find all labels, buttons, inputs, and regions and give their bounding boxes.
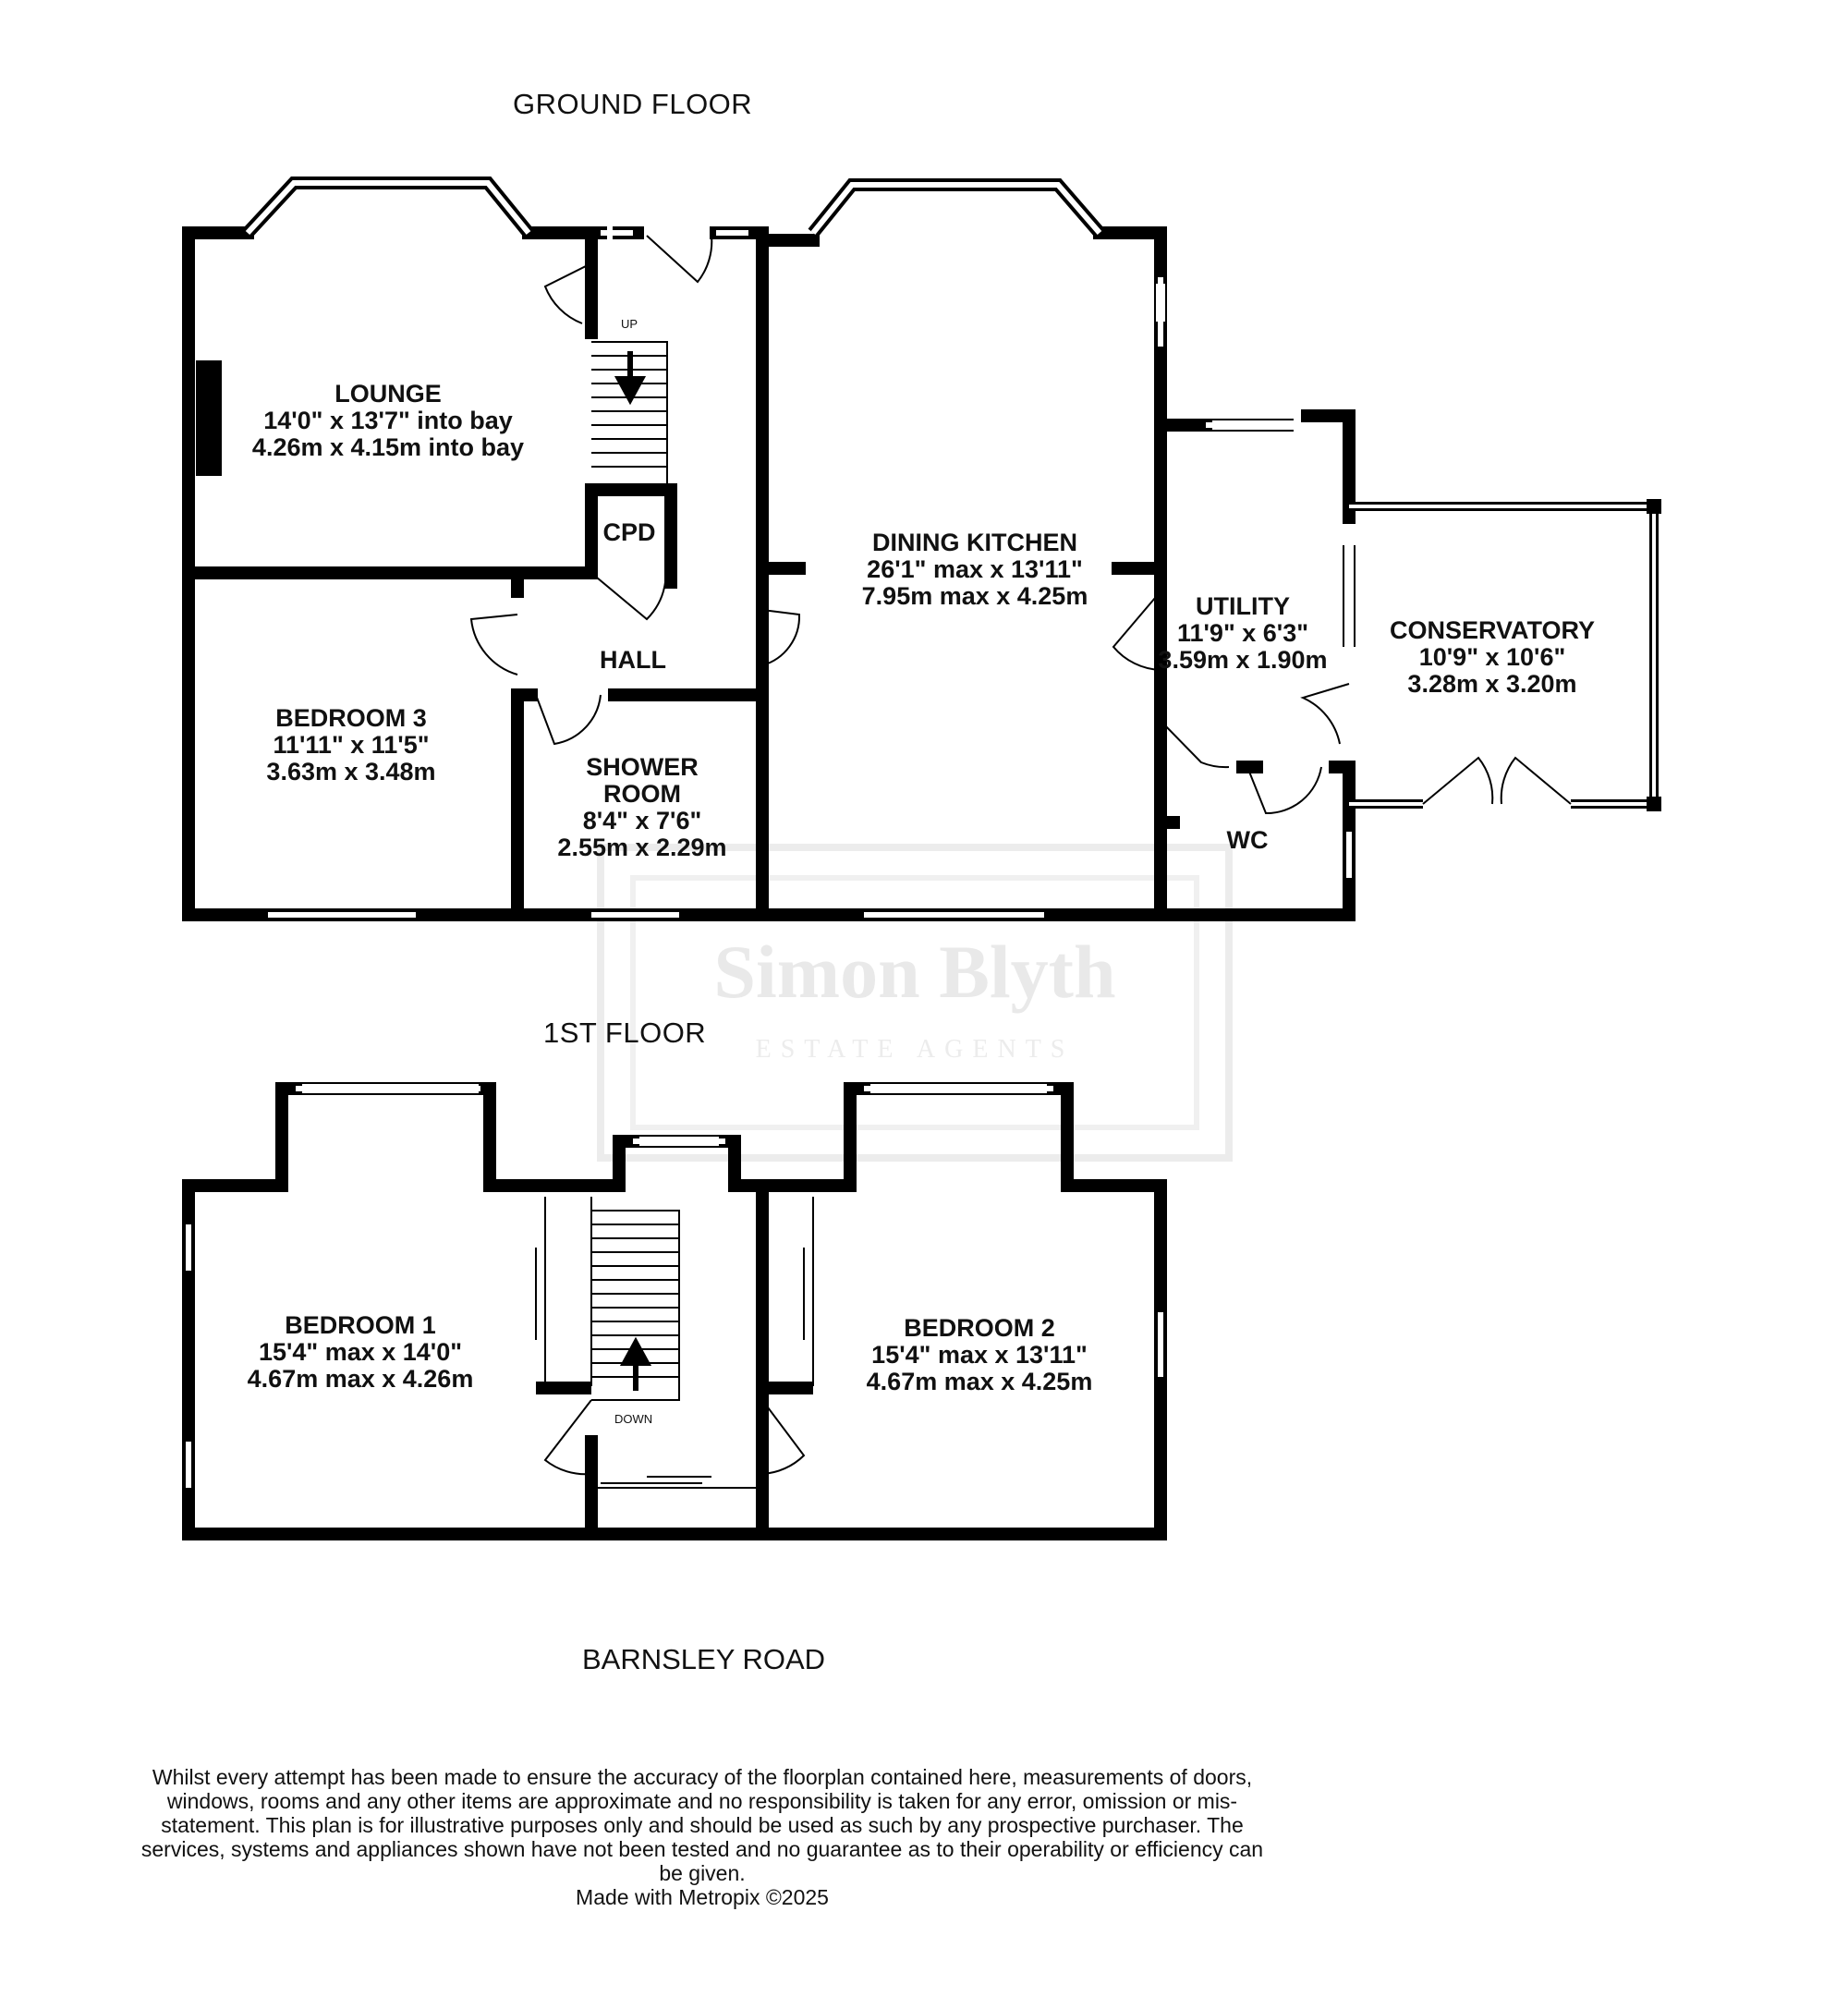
bedroom2-imperial: 15'4" max x 13'11": [871, 1341, 1088, 1369]
shower-room-metric: 2.55m x 2.29m: [557, 834, 727, 861]
hall-label: HALL: [600, 646, 666, 674]
watermark-tagline: ESTATE AGENTS: [755, 1035, 1075, 1064]
lounge-label: [213, 381, 564, 461]
bedroom3-name: BEDROOM 3: [275, 704, 427, 732]
bedroom3-metric: 3.63m x 3.48m: [266, 758, 436, 785]
bedroom1-label: [213, 1312, 508, 1393]
cpd-label: CPD: [602, 518, 656, 546]
dining-kitchen-imperial: 26'1" max x 13'11": [867, 555, 1083, 583]
wc-label: WC: [1226, 826, 1269, 854]
shower-room-name-2: ROOM: [603, 780, 681, 808]
bedroom2-label: [832, 1315, 1127, 1395]
bedroom1-metric: 4.67m max x 4.26m: [247, 1365, 474, 1393]
first-floor-windows: [188, 1089, 1161, 1488]
disclaimer: [129, 1765, 1275, 1909]
first-cupboards: [536, 1197, 813, 1488]
lounge-metric: 4.26m x 4.15m into bay: [251, 433, 525, 461]
bedroom3-label: [213, 705, 490, 785]
cupboard-wall-r: [762, 1382, 813, 1394]
shower-room-label: [527, 754, 758, 861]
utility-metric: 3.59m x 1.90m: [1158, 646, 1328, 674]
bedroom3-imperial: 11'11" x 11'5": [273, 731, 430, 759]
ground-floor-walls: [188, 233, 1349, 915]
stairs-up-arrow: [619, 351, 641, 399]
cupboard-wall-l: [536, 1382, 591, 1394]
conservatory-label: [1368, 617, 1617, 698]
first-floor-title: 1ST FLOOR: [543, 1017, 707, 1049]
ground-floor-title: GROUND FLOOR: [513, 88, 753, 120]
stairs-up-label: UP: [621, 317, 638, 331]
stairs-down-label: DOWN: [614, 1412, 653, 1426]
lounge-imperial: 14'0" x 13'7" into bay: [263, 407, 513, 434]
conservatory-metric: 3.28m x 3.20m: [1407, 670, 1577, 698]
bedroom2-name: BEDROOM 2: [904, 1314, 1055, 1342]
credit-text: Made with Metropix ©2025: [576, 1885, 829, 1909]
lounge-bay-window: [248, 183, 529, 233]
utility-imperial: 11'9" x 6'3": [1176, 619, 1309, 647]
utility-label: [1141, 593, 1344, 674]
street-name: BARNSLEY ROAD: [582, 1643, 826, 1675]
bedroom2-metric: 4.67m max x 4.25m: [866, 1368, 1093, 1395]
shower-room-name-1: SHOWER: [586, 753, 699, 781]
dining-kitchen-label: [804, 530, 1146, 610]
bedroom1-imperial: 15'4" max x 14'0": [258, 1338, 463, 1366]
conservatory-name: CONSERVATORY: [1389, 616, 1596, 644]
watermark-name: Simon Blyth: [713, 930, 1116, 1014]
dining-kitchen-name: DINING KITCHEN: [872, 529, 1077, 556]
kitchen-bay-window: [813, 185, 1100, 233]
dining-kitchen-metric: 7.95m max x 4.25m: [861, 582, 1088, 610]
conservatory-imperial: 10'9" x 10'6": [1418, 643, 1566, 671]
bedroom1-name: BEDROOM 1: [285, 1311, 436, 1339]
shower-room-imperial: 8'4" x 7'6": [582, 807, 702, 834]
lounge-name: LOUNGE: [334, 380, 442, 408]
utility-name: UTILITY: [1196, 592, 1290, 620]
disclaimer-text: Whilst every attempt has been made to ensure the accuracy of the floorplan contained here, measurements of doors, windows, rooms and any other items are approximate and no responsibility is taken for any error, omission or mis-statement. This plan is for illustrative purposes only and should be used as such by any prospective purchaser. The services, systems and appliances shown have not been tested and no guarantee as to their operability or efficiency can be given.: [140, 1765, 1264, 1885]
